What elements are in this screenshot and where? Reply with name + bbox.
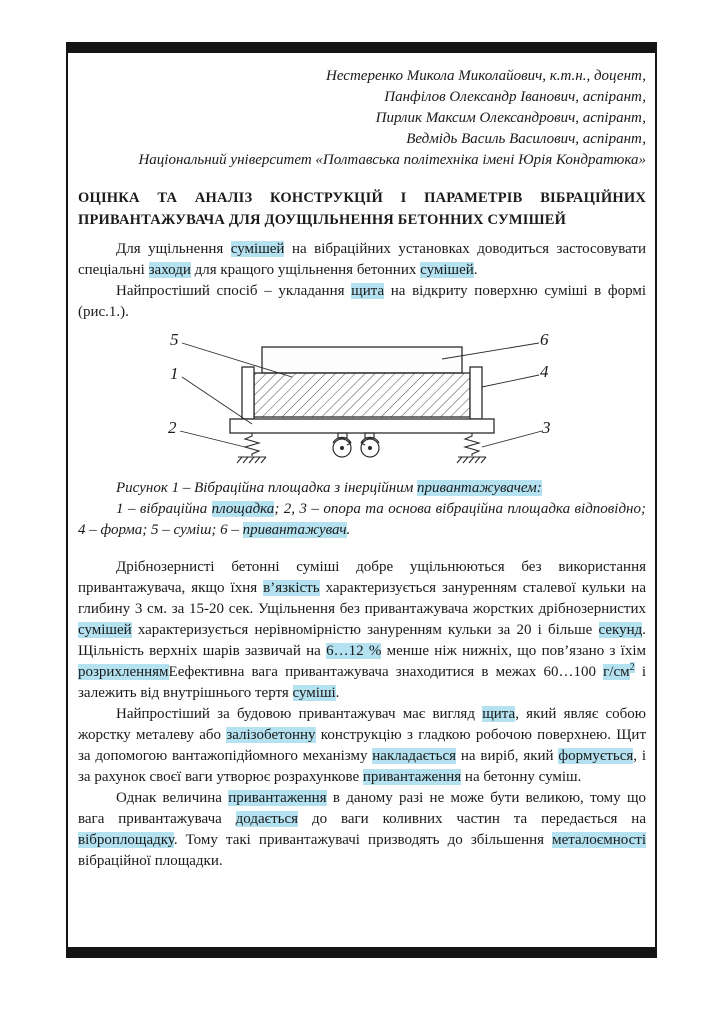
text-segment: Дрібнозернисті бетонні суміші добре ущільнюються без використання привантажувача, якщо їхня [78, 559, 646, 596]
text-segment: і залежить від внутрішнього тертя [78, 664, 646, 701]
text-segment: Найпростіший спосіб – укладання [116, 283, 352, 299]
text-segment: на виріб, який [456, 748, 559, 764]
figure-drawing [142, 329, 582, 469]
text-segment: конструкцію з гладкою робочою поверхнею. Щит за допомогою вантажопідйомного механізму [78, 727, 646, 764]
text-segment: Еефективна вага привантажувача знаходитися в межах 60…100 [168, 664, 604, 680]
figure-caption-title [78, 478, 646, 499]
figure-label-6: 6 [540, 330, 549, 349]
highlighted-text: заходи [148, 262, 191, 278]
highlighted-text: накладається [372, 748, 457, 764]
ground-hatch-tick [237, 457, 242, 463]
text-segment: Рисунок 1 – Вібраційна площадка з інерційним [116, 480, 418, 496]
highlighted-text: щита [351, 283, 385, 299]
highlighted-text: віброплощадку [78, 832, 174, 848]
author-line-2: Панфілов Олександр Іванович, аспірант, [384, 89, 646, 105]
text-segment: характеризується нерівномірністю зануренням кульки за 20 і більше [131, 622, 599, 638]
vibration-exciter [333, 433, 379, 457]
highlighted-text: секунд [598, 622, 643, 638]
highlighted-text: залізобетонну [226, 727, 316, 743]
affiliation-line: Національний університет «Полтавська політехніка імені Юрія Кондратюка» [138, 152, 646, 168]
figure-label-2: 2 [168, 418, 177, 437]
ground-hatch-tick [255, 457, 260, 463]
author-block [78, 66, 646, 171]
highlighted-text: металоємності [552, 832, 646, 848]
ground-hatch-tick [457, 457, 462, 463]
text-segment: . Тому такі привантажувачі призводять до збільшення [173, 832, 553, 848]
exciter-axis-right [369, 447, 372, 450]
form-wall-right-4 [470, 367, 482, 419]
highlighted-text: щита [482, 706, 516, 722]
left-support-spring-2 [245, 433, 259, 456]
text-segment: Для ущільнення [116, 241, 231, 257]
paragraph-4 [78, 704, 646, 788]
paragraph-3 [78, 557, 646, 704]
ground-hatch-tick [463, 457, 468, 463]
highlighted-text: 6…12 % [326, 643, 382, 659]
highlighted-text: привантаження [228, 790, 327, 806]
page-content [78, 66, 646, 872]
author-line-4: Ведмідь Василь Василович, аспірант, [406, 131, 646, 147]
text-segment: . [346, 522, 351, 538]
figure-1 [78, 329, 646, 474]
surcharge-block-6 [262, 347, 462, 373]
paragraph-5 [78, 788, 646, 872]
highlighted-text: привантаження [362, 769, 462, 785]
text-segment: Однак величина [116, 790, 229, 806]
author-line-3: Пирлик Максим Олександрович, аспірант, [375, 110, 646, 126]
text-segment: для кращого ущільнення бетонних [190, 262, 421, 278]
text-segment: характеризується зануренням сталевої кульки на глибину 3 см. за 15-20 сек. Ущільнення без привантажувача жорстких дрібнозернистих [78, 580, 646, 617]
text-segment: 1 – вібраційна [116, 501, 212, 517]
text-segment: на відкриту поверхню суміші в формі (рис.1.). [78, 283, 647, 320]
text-segment: на бетонну суміш. [461, 769, 582, 785]
text-segment: менше ніж нижніх, що пов’язано з їхім [381, 643, 646, 659]
author-line-1: Нестеренко Микола Миколайович, к.т.н., доцент, [326, 68, 646, 84]
paper-title: ОЦІНКА ТА АНАЛІЗ КОНСТРУКЦІЙ І ПАРАМЕТРІВ ВІБРАЦІЙНИХ ПРИВАНТАЖУВАЧА ДЛЯ ДОУЩІЛЬНЕННЯ БЕТОННИХ СУМІШЕЙ [78, 190, 646, 228]
highlighted-text: формується [558, 748, 634, 764]
right-support-spring-3 [465, 433, 479, 456]
text-segment: в даному разі не може бути великою, тому що вага привантажувача [78, 790, 646, 827]
text-segment: , і за рахунок своєї ваги утворює розрахункове [78, 748, 646, 785]
highlighted-text: додається [235, 811, 299, 827]
form-wall-left-4 [242, 367, 254, 419]
ground-hatch-tick [469, 457, 474, 463]
highlighted-text: 2 [629, 662, 635, 673]
leader-line-4 [482, 375, 539, 387]
vibration-platform-1 [230, 419, 494, 433]
text-segment: ; 2, 3 – опора та основа вібраційна площадка відповідно; 4 – форма; 5 – суміш; 6 – [78, 501, 646, 538]
text-segment: , який являє собою жорстку металеву або [78, 706, 646, 743]
highlighted-text: площадка [211, 501, 275, 517]
figure-label-1: 1 [170, 364, 179, 383]
ground-hatch-tick [481, 457, 486, 463]
highlighted-text: розрихленням [78, 664, 169, 680]
concrete-mix-5 [254, 373, 470, 417]
paragraph-2 [78, 281, 646, 323]
ground-hatch-tick [475, 457, 480, 463]
text-segment: Найпростіший за будовою привантажувач має вигляд [116, 706, 483, 722]
paragraph-1 [78, 239, 646, 281]
ground-hatch-tick [249, 457, 254, 463]
highlighted-text: сумішей [420, 262, 474, 278]
figure-label-4: 4 [540, 362, 549, 381]
text-segment: на вібраційних установках доводиться застосовувати спеціальні [78, 241, 646, 278]
highlighted-text: привантажувачем: [417, 480, 542, 496]
figure-label-5: 5 [170, 330, 179, 349]
ground-hatch-tick [261, 457, 266, 463]
highlighted-text: привантажувач [242, 522, 347, 538]
text-segment: вібраційної площадки. [78, 853, 223, 869]
figure-caption-legend [78, 499, 646, 541]
highlighted-text: сумішей [230, 241, 285, 257]
ground-hatch-tick [243, 457, 248, 463]
text-segment: . Щільність верхніх шарів зазвичай на [78, 622, 646, 659]
text-segment: . [335, 685, 340, 701]
text-segment: . [473, 262, 478, 278]
exciter-axis-left [341, 447, 344, 450]
text-segment: до ваги коливних частин та передається на [298, 811, 646, 827]
highlighted-text: суміші [292, 685, 336, 701]
highlighted-text: в’язкість [263, 580, 320, 596]
highlighted-text: сумішей [78, 622, 132, 638]
highlighted-text: г/см [603, 664, 630, 680]
figure-label-3: 3 [542, 418, 551, 437]
